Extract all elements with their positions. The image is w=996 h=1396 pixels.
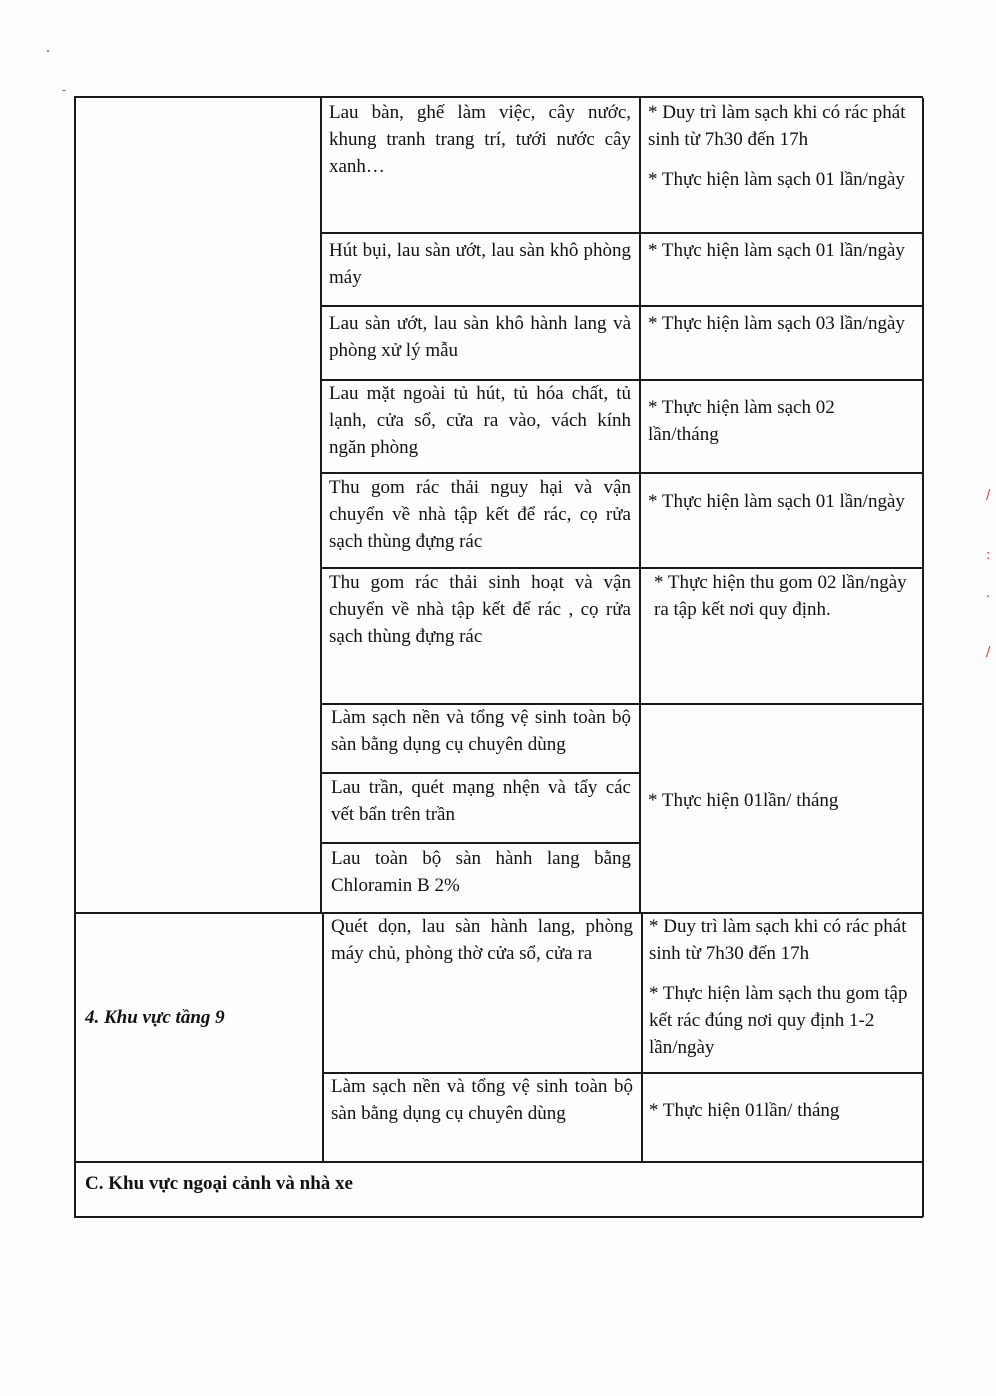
margin-mark: :	[986, 548, 991, 563]
frequency-text: * Thực hiện 01lần/ tháng	[649, 1100, 840, 1121]
section-label: 4. Khu vực tầng 9	[85, 1007, 225, 1028]
col-divider-2b	[641, 912, 643, 1162]
task-text: Thu gom rác thải nguy hại và vận chuyển về nhà tập kết để rác, cọ rửa sạch thùng đựng rác	[329, 477, 631, 552]
frequency-text: * Thực hiện làm sạch 01 lần/ngày	[648, 491, 905, 512]
frequency-cell	[648, 310, 910, 337]
task-text: Làm sạch nền và tổng vệ sinh toàn bộ sàn bằng dụng cụ chuyên dùng	[331, 707, 631, 755]
task-text: Thu gom rác thải sinh hoạt và vận chuyển về nhà tập kết để rác , cọ rửa sạch thùng đựng rác	[329, 572, 631, 647]
task-cell	[329, 310, 631, 364]
task-text: Lau sàn ướt, lau sàn khô hành lang và phòng xử lý mẫu	[329, 313, 631, 361]
task-cell	[331, 774, 631, 828]
scan-speck	[62, 90, 66, 91]
frequency-text: * Thực hiện thu gom 02 lần/ngày ra tập kết nơi quy định.	[654, 572, 907, 620]
frequency-cell	[648, 99, 916, 193]
section-divider	[74, 1161, 923, 1163]
frequency-text: * Thực hiện làm sạch 02 lần/tháng	[648, 397, 835, 445]
row-divider	[320, 305, 922, 307]
frequency-text: * Thực hiện làm sạch thu gom tập kết rác đúng nơi quy định 1-2 lần/ngày	[649, 983, 908, 1058]
task-cell	[331, 913, 633, 967]
frequency-text: * Duy trì làm sạch khi có rác phát sinh từ 7h30 đến 17h	[648, 102, 906, 150]
frequency-text: * Thực hiện 01lần/ tháng	[648, 790, 839, 811]
margin-mark: ·	[986, 590, 991, 605]
frequency-cell	[648, 488, 910, 515]
table-border-right	[922, 98, 924, 1217]
task-text: Lau toàn bộ sàn hành lang bằng Chloramin B 2%	[331, 848, 631, 896]
task-cell	[329, 474, 631, 555]
frequency-cell-merged	[648, 787, 910, 814]
task-cell	[329, 99, 631, 180]
task-text: Lau bàn, ghế làm việc, cây nước, khung tranh trang trí, tưới nước cây xanh…	[329, 102, 631, 177]
task-text: Làm sạch nền và tổng vệ sinh toàn bộ sàn bằng dụng cụ chuyên dùng	[331, 1076, 633, 1124]
frequency-text: * Duy trì làm sạch khi có rác phát sinh từ 7h30 đến 17h	[649, 916, 907, 964]
task-text: Quét dọn, lau sàn hành lang, phòng máy chủ, phòng thờ cửa sổ, cửa ra	[331, 916, 633, 964]
task-cell	[329, 380, 631, 461]
frequency-text: * Thực hiện làm sạch 01 lần/ngày	[648, 240, 905, 261]
frequency-text: * Thực hiện làm sạch 03 lần/ngày	[648, 313, 905, 334]
task-text: Hút bụi, lau sàn ướt, lau sàn khô phòng máy	[329, 240, 631, 288]
col-divider-1	[320, 96, 322, 913]
task-text: Lau trần, quét mạng nhện và tẩy các vết bẩn trên trần	[331, 777, 631, 825]
frequency-cell	[648, 394, 910, 448]
row-divider	[320, 232, 922, 234]
frequency-cell	[648, 237, 910, 264]
col-divider-1b	[322, 912, 324, 1162]
task-text: Lau mặt ngoài tủ hút, tủ hóa chất, tủ lạnh, cửa sổ, cửa ra vào, vách kính ngăn phòng	[329, 383, 631, 458]
scan-speck	[47, 50, 49, 52]
task-cell	[331, 1073, 633, 1127]
section-heading: C. Khu vực ngoại cảnh và nhà xe	[85, 1173, 353, 1194]
row-divider	[320, 842, 640, 844]
frequency-cell	[649, 913, 915, 1061]
table-border-left	[74, 96, 76, 1217]
frequency-cell	[649, 1097, 915, 1124]
task-cell	[331, 704, 631, 758]
frequency-text: * Thực hiện làm sạch 01 lần/ngày	[648, 169, 905, 190]
task-cell	[329, 569, 631, 650]
col-divider-2	[639, 96, 641, 913]
table-border-top	[74, 96, 923, 98]
task-cell	[329, 237, 631, 291]
margin-mark: /	[986, 488, 991, 503]
frequency-cell	[648, 569, 910, 623]
margin-mark: /	[986, 645, 991, 660]
table-border-bottom	[74, 1216, 923, 1218]
task-cell	[331, 845, 631, 899]
